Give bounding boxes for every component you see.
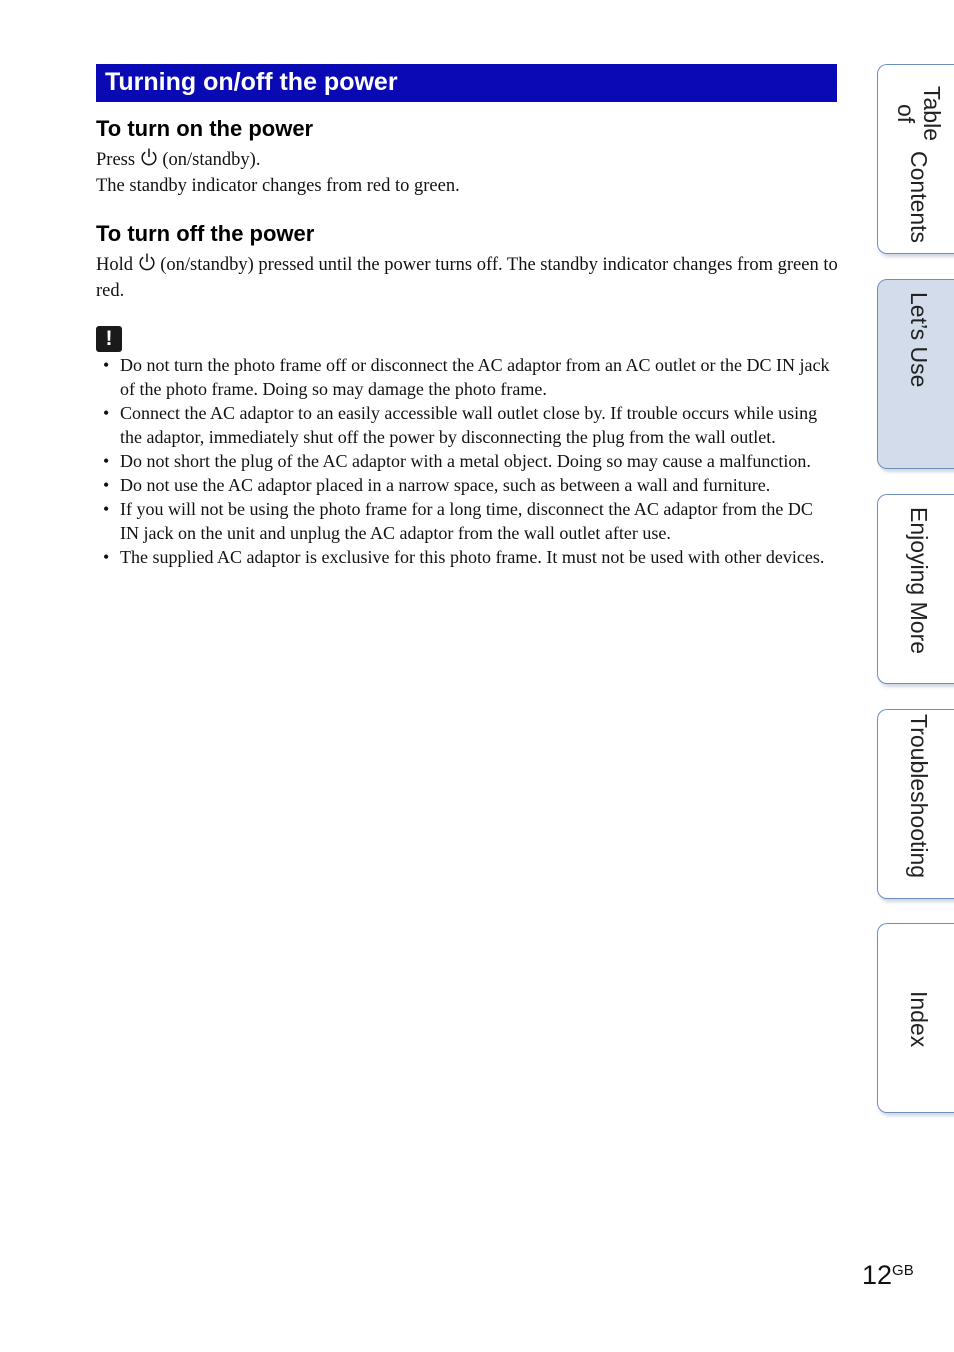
power-standby-icon [138, 252, 156, 272]
tab-enjoying-more[interactable] [877, 494, 954, 684]
tab-label-toc-line1: Table of [893, 86, 945, 142]
tab-troubleshooting[interactable] [877, 709, 954, 899]
tab-index[interactable] [877, 923, 954, 1113]
power-standby-icon [140, 147, 158, 167]
heading-turn-off: To turn off the power [96, 221, 315, 246]
page-number-value: 12 [862, 1260, 893, 1290]
tab-label-enjoying-more: Enjoying More [906, 507, 932, 655]
tab-label-troubleshooting: Troubleshooting [906, 714, 932, 879]
tab-label-index: Index [906, 990, 932, 1048]
heading-turn-on: To turn on the power [96, 116, 314, 141]
page-number-suffix: GB [892, 1262, 914, 1279]
indicator-text: The standby indicator changes from red to green. [96, 175, 460, 196]
page-title: Turning on/off the power [96, 64, 837, 102]
tab-lets-use[interactable] [877, 279, 954, 469]
page-number [862, 1260, 914, 1291]
caution-icon: ! [96, 326, 122, 352]
caution-notes-list [96, 353, 836, 569]
list-item: • The supplied AC adaptor is exclusive for this photo frame. It must not be used with other devices. [96, 545, 836, 569]
list-item: • Do not use the AC adaptor placed in a narrow space, such as between a wall and furniture. [96, 473, 836, 497]
press-text: Press [96, 150, 136, 170]
tab-table-of-contents[interactable] [877, 64, 954, 254]
tab-label-lets-use: Let’s Use [906, 292, 932, 388]
list-item: • Do not turn the photo frame off or disconnect the AC adaptor from an AC outlet or the DC IN jack of the photo frame. Doing so may damage the photo frame. [96, 353, 836, 401]
on-standby-text: (on/standby). [162, 150, 261, 170]
turn-off-description: (on/standby) pressed until the power turns off. The standby indicator changes from green to red. [96, 255, 838, 301]
list-item: • If you will not be using the photo frame for a long time, disconnect the AC adaptor from the DC IN jack on the unit and unplug the AC adaptor from the wall outlet after use. [96, 497, 836, 545]
tab-label-toc-line2: Contents [906, 150, 932, 243]
turn-on-instructions [96, 147, 841, 199]
hold-text: Hold [96, 255, 133, 275]
turn-off-instructions [96, 252, 841, 304]
list-item: • Do not short the plug of the AC adaptor with a metal object. Doing so may cause a malfunction. [96, 449, 836, 473]
tab-label-toc [884, 77, 954, 243]
list-item: • Connect the AC adaptor to an easily accessible wall outlet close by. If trouble occurs while using the adaptor, immediately shut off the power by disconnecting the plug from the wall outlet. [96, 401, 836, 449]
